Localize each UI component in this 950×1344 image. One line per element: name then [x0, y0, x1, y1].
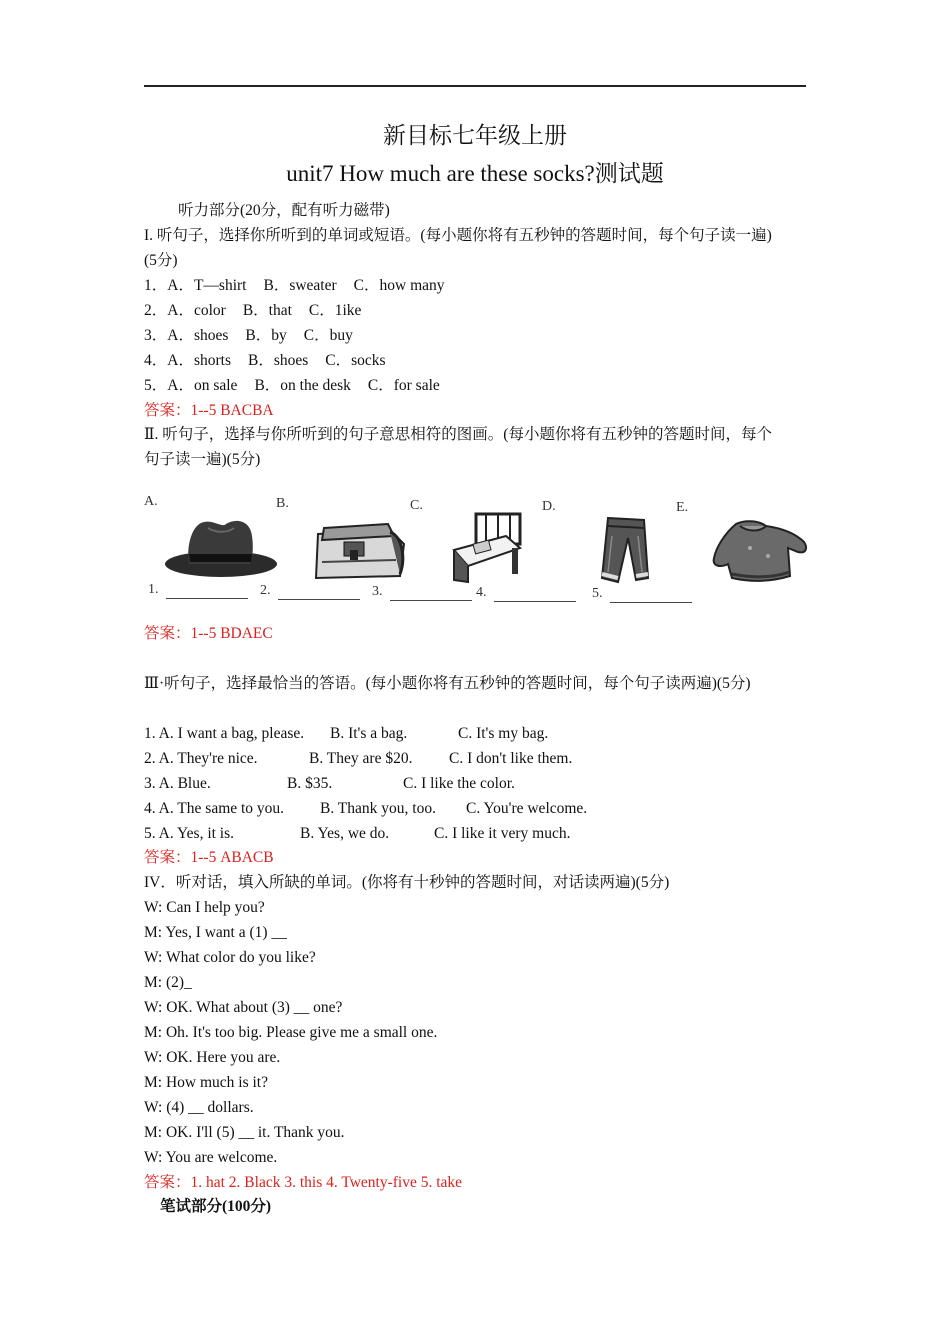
part4-answer: 答案：1. hat 2. Black 3. this 4. Twenty-five 5. take — [144, 1174, 463, 1191]
option-c: C. It's my bag. — [458, 725, 549, 742]
option-a: 1. A. I want a bag, please. — [144, 725, 305, 742]
figure-letter-b: B. — [276, 496, 289, 511]
figure-letter-d: D. — [542, 499, 556, 514]
dialogue-line: M: How much is it? — [144, 1074, 268, 1091]
option-c: C．for sale — [367, 377, 440, 394]
listening-heading: 听力部分(20分，配有听力磁带) — [178, 202, 390, 219]
dialogue-line: W: (4) __ dollars. — [144, 1099, 254, 1116]
part1-answer: 答案：1--5 BACBA — [144, 402, 274, 419]
figure-letter-c: C. — [410, 498, 423, 513]
part3-item — [144, 824, 814, 844]
hat-image — [164, 516, 279, 580]
bag-image — [310, 514, 406, 580]
answer-blank — [390, 600, 472, 601]
header-rule — [144, 85, 806, 87]
part4-instruction: IV．听对话，填入所缺的单词。(你将有十秒钟的答题时间，对话读两遍)(5分) — [144, 874, 670, 891]
part1-item — [144, 351, 814, 371]
figure-number-2: 2. — [260, 583, 271, 598]
option-c: C．buy — [303, 327, 353, 344]
option-a: A．shoes — [167, 327, 229, 344]
part1-instruction: I. 听句子，选择你所听到的单词或短语。(每小题你将有五秒钟的答题时间，每个句子读一遍) — [144, 227, 772, 244]
figure-number-4: 4. — [476, 585, 487, 600]
option-a: 4. A. The same to you. — [144, 800, 285, 817]
dialogue-line: M: Oh. It's too big. Please give me a small one. — [144, 1024, 438, 1041]
bed-image — [446, 510, 526, 586]
item-number: 3． — [144, 327, 168, 344]
part3-item — [144, 724, 814, 744]
item-number: 2． — [144, 302, 168, 319]
option-b: B．that — [242, 302, 292, 319]
figure-letter-a: A. — [144, 494, 158, 509]
answer-blank — [166, 598, 248, 599]
option-b: B．shoes — [248, 352, 309, 369]
option-a: A．color — [167, 302, 226, 319]
picture-figure — [144, 490, 810, 610]
option-c: C. I like it very much. — [434, 825, 571, 842]
dialogue-line: M: OK. I'll (5) __ it. Thank you. — [144, 1124, 345, 1141]
option-b: B. They are $20. — [309, 750, 413, 767]
option-c: C．how many — [353, 277, 445, 294]
part3-instruction: Ⅲ·听句子，选择最恰当的答语。(每小题你将有五秒钟的答题时间，每个句子读两遍)(5分) — [144, 675, 751, 692]
item-number: 4． — [144, 352, 168, 369]
option-a: 2. A. They're nice. — [144, 750, 258, 767]
part1-score: (5分) — [144, 252, 178, 269]
option-a: 3. A. Blue. — [144, 775, 211, 792]
option-c: C．1ike — [308, 302, 362, 319]
part1-item — [144, 276, 814, 296]
option-b: B. Yes, we do. — [300, 825, 390, 842]
option-b: B．sweater — [263, 277, 337, 294]
figure-number-3: 3. — [372, 584, 383, 599]
part1-item — [144, 376, 814, 396]
dialogue-line: M: (2)_ — [144, 974, 192, 991]
dialogue-line: W: You are welcome. — [144, 1149, 278, 1166]
option-b: B. It's a bag. — [330, 725, 408, 742]
option-a: A．T—shirt — [167, 277, 247, 294]
part2-instruction-cont: 句子读一遍)(5分) — [144, 451, 261, 468]
part2-instruction: Ⅱ. 听句子，选择与你所听到的句子意思相符的图画。(每小题你将有五秒钟的答题时间，每个 — [144, 426, 772, 443]
part3-item — [144, 774, 814, 794]
item-number: 5． — [144, 377, 168, 394]
trousers-image — [596, 516, 654, 586]
dialogue-line: M: Yes, I want a (1) __ — [144, 924, 287, 941]
sweater-image — [710, 518, 810, 584]
answer-blank — [278, 599, 360, 600]
page-title: 新目标七年级上册 — [383, 123, 567, 148]
option-c: C. You're welcome. — [466, 800, 588, 817]
option-c: C. I like the color. — [403, 775, 515, 792]
option-a: A．on sale — [167, 377, 238, 394]
part1-item — [144, 326, 814, 346]
part1-item — [144, 301, 814, 321]
answer-blank — [494, 601, 576, 602]
option-a: 5. A. Yes, it is. — [144, 825, 235, 842]
dialogue-line: W: OK. What about (3) __ one? — [144, 999, 343, 1016]
option-b: B．by — [245, 327, 287, 344]
dialogue-line: W: OK. Here you are. — [144, 1049, 281, 1066]
option-b: B. $35. — [287, 775, 333, 792]
option-c: C. I don't like them. — [449, 750, 573, 767]
dialogue-line: W: What color do you like? — [144, 949, 316, 966]
part2-answer: 答案：1--5 BDAEC — [144, 625, 273, 642]
figure-letter-e: E. — [676, 500, 689, 515]
part3-item — [144, 799, 814, 819]
written-heading: 笔试部分(100分) — [160, 1198, 272, 1215]
figure-number-1: 1. — [148, 582, 159, 597]
figure-number-5: 5. — [592, 586, 603, 601]
item-number: 1． — [144, 277, 168, 294]
option-a: A．shorts — [167, 352, 231, 369]
part3-answer: 答案：1--5 ABACB — [144, 849, 274, 866]
option-b: B．on the desk — [254, 377, 351, 394]
answer-blank — [610, 602, 692, 603]
option-c: C．socks — [325, 352, 386, 369]
page-subtitle: unit7 How much are these socks?测试题 — [286, 161, 664, 186]
part3-item — [144, 749, 814, 769]
dialogue-line: W: Can I help you? — [144, 899, 265, 916]
option-b: B. Thank you, too. — [320, 800, 436, 817]
